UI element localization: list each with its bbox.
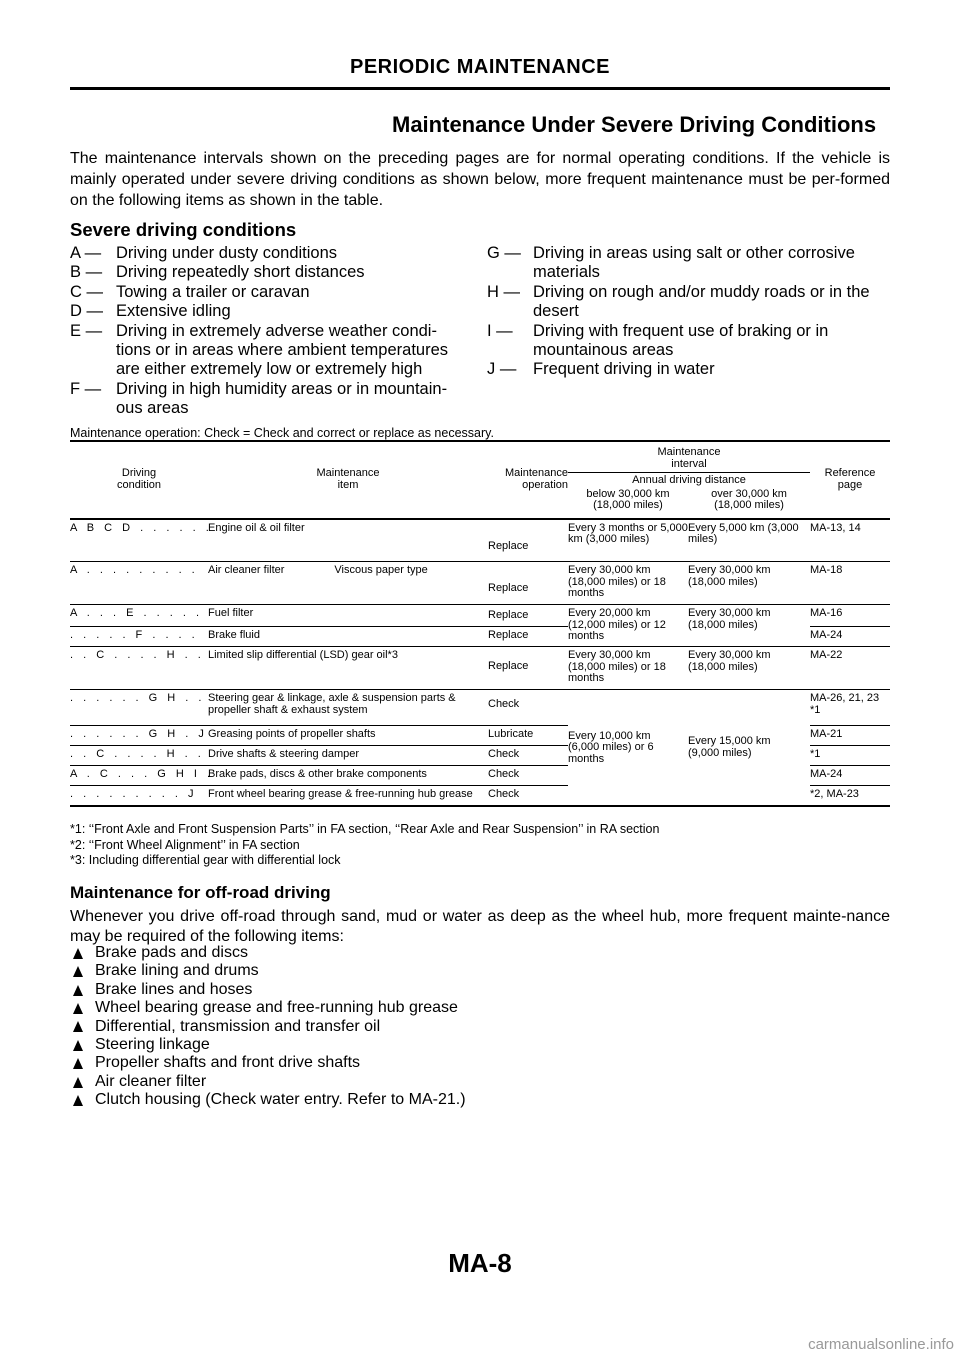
row-reference: *1 — [810, 748, 821, 760]
header-driving-condition: Driving condition — [70, 441, 208, 519]
row-operation: Check — [488, 748, 520, 760]
row-condition: A . C . . . G H I . — [70, 768, 214, 780]
row-item: Steering gear & linkage, axle & suspension parts & propeller shaft & exhaust system — [208, 692, 456, 716]
row-item: Fuel filter — [208, 607, 254, 619]
row-interval-below: Every 30,000 km (18,000 miles) or 18 months — [568, 564, 666, 599]
row-interval-below: Every 30,000 km (18,000 miles) or 18 months — [568, 649, 666, 684]
intro-paragraph: The maintenance intervals shown on the preceding pages are for normal operating conditions. If the vehicle is mainly operated under severe driving conditions as shown below, more frequent maintenance must be per-formed on the following items as shown in the table. — [70, 150, 890, 209]
condition-item — [487, 244, 890, 283]
page-number: MA-8 — [448, 1248, 512, 1278]
row-item: Engine oil & oil filter — [208, 521, 305, 534]
list-item — [70, 1091, 466, 1109]
list-item — [70, 944, 466, 962]
condition-item — [70, 380, 460, 419]
list-item-text: Propeller shafts and front drive shafts — [95, 1054, 361, 1072]
condition-item — [487, 360, 890, 379]
row-interval-over — [688, 690, 810, 806]
header-rule — [70, 87, 890, 90]
merged-interval-over: Every 15,000 km (9,000 miles) — [688, 735, 771, 759]
row-interval-over: Every 30,000 km (18,000 miles) — [688, 649, 771, 673]
severe-conditions-title: Severe driving conditions — [70, 219, 297, 240]
condition-text: Driving on rough and/or muddy roads or in the desert — [533, 282, 870, 321]
list-item — [70, 1073, 466, 1091]
condition-text: Driving with frequent use of braking or in mountainous areas — [533, 321, 829, 360]
triangle-bullet-icon — [73, 1003, 83, 1014]
triangle-bullet-icon — [73, 1077, 83, 1088]
list-item — [70, 1018, 466, 1036]
row-condition: . . . . . . G H . J — [70, 728, 208, 740]
row-interval-over: Every 30,000 km (18,000 miles) — [688, 607, 771, 631]
condition-item — [70, 322, 460, 380]
list-item — [70, 999, 466, 1017]
triangle-bullet-icon — [73, 1058, 83, 1069]
footnote: *2: ‘‘Front Wheel Alignment’’ in FA section — [70, 837, 300, 852]
condition-key: I — — [487, 321, 513, 340]
triangle-bullet-icon — [73, 1095, 83, 1106]
row-reference: MA-21 — [810, 728, 843, 740]
list-item — [70, 1036, 466, 1054]
list-item-text: Brake lines and hoses — [95, 980, 253, 998]
triangle-bullet-icon — [73, 948, 83, 959]
row-reference: MA-16 — [810, 607, 843, 619]
offroad-title: Maintenance for off-road driving — [70, 883, 331, 902]
row-reference: MA-24 — [810, 629, 843, 641]
row-operation: Replace — [488, 539, 529, 552]
row-reference: MA-18 — [810, 564, 843, 576]
header-over-30000: over 30,000 km (18,000 miles) — [711, 487, 787, 511]
list-item — [70, 981, 466, 999]
list-item-text: Differential, transmission and transfer oil — [95, 1017, 381, 1035]
row-operation: Replace — [488, 660, 529, 672]
table-row — [70, 647, 890, 690]
row-reference: *2, MA-23 — [810, 788, 859, 800]
row-condition: . . . . . . . . . J — [70, 788, 198, 800]
row-interval-below: Every 20,000 km (12,000 miles) or 12 months — [568, 607, 666, 642]
row-item: Brake fluid — [208, 629, 260, 641]
row-operation: Lubricate — [488, 728, 534, 740]
offroad-list — [70, 944, 466, 1110]
row-condition: A . . . . . . . . . — [70, 564, 199, 576]
condition-text: Driving under dusty conditions — [116, 244, 338, 262]
list-item-text: Air cleaner filter — [95, 1072, 207, 1090]
table-row — [70, 519, 890, 562]
row-reference: MA-26, 21, 23 *1 — [810, 692, 880, 716]
list-item-text: Wheel bearing grease and free-running hub grease — [95, 999, 458, 1017]
row-reference: MA-22 — [810, 649, 843, 661]
condition-text: Driving repeatedly short distances — [116, 263, 365, 282]
condition-item — [487, 322, 890, 361]
condition-text: Frequent driving in water — [533, 360, 715, 379]
condition-key: G — — [487, 244, 521, 262]
condition-item — [70, 283, 460, 302]
footnote: *3: Including differential gear with differential lock — [70, 853, 341, 867]
row-condition: . . . . . . G H . . — [70, 692, 205, 704]
row-item: Greasing points of propeller shafts — [208, 728, 376, 740]
section-title: Maintenance Under Severe Driving Conditions — [392, 112, 877, 137]
footnote: *1: ‘‘Front Axle and Front Suspension Parts’’ in FA section, ‘‘Rear Axle and Rear Suspension’’ in RA section — [70, 822, 660, 836]
condition-key: A — — [70, 244, 102, 262]
condition-key: J — — [487, 360, 517, 379]
list-item-text: Clutch housing (Check water entry. Refer to MA-21.) — [95, 1091, 466, 1109]
row-operation: Replace — [488, 609, 529, 621]
row-item: Front wheel bearing grease & free-running hub grease — [208, 788, 473, 800]
header-maintenance-interval: Maintenance interval — [568, 441, 810, 473]
row-operation: Replace — [488, 582, 529, 595]
row-item: Drive shafts & steering damper — [208, 748, 360, 760]
condition-key: F — — [70, 379, 102, 398]
row-condition: A B C D . . . . . . — [70, 521, 213, 534]
condition-text: Driving in high humidity areas or in mountain-ous areas — [116, 379, 448, 418]
table-note: Maintenance operation: Check = Check and correct or replace as necessary. — [70, 426, 494, 440]
row-interval-over: Every 30,000 km (18,000 miles) — [688, 564, 771, 588]
condition-item — [70, 302, 460, 321]
table-row — [70, 605, 890, 627]
row-interval-over: Every 5,000 km (3,000 miles) — [688, 521, 799, 545]
header-reference-page: Reference page — [810, 441, 890, 519]
page-header-title: PERIODIC MAINTENANCE — [349, 56, 610, 78]
footnotes — [70, 822, 659, 869]
row-condition: . . . . . F . . . . — [70, 629, 199, 641]
row-operation: Check — [488, 768, 520, 780]
row-interval-below: Every 3 months or 5,000 km (3,000 miles) — [568, 521, 688, 545]
condition-key: B — — [70, 263, 103, 282]
row-condition: . . C . . . . H . . — [70, 649, 205, 661]
row-item — [208, 562, 488, 605]
offroad-intro: Whenever you drive off-road through sand, mud or water as deep as the wheel hub, more frequent mainte-nance may be required of the following items: — [70, 908, 890, 945]
table-row — [70, 562, 890, 605]
condition-text: Towing a trailer or caravan — [116, 282, 310, 301]
list-item-text: Brake pads and discs — [95, 944, 248, 961]
row-operation: Check — [488, 698, 520, 710]
triangle-bullet-icon — [73, 1021, 83, 1032]
condition-key: D — — [70, 302, 103, 321]
triangle-bullet-icon — [73, 985, 83, 996]
row-condition: . . C . . . . H . . — [70, 748, 205, 760]
row-item: Brake pads, discs & other brake components — [208, 768, 427, 780]
row-condition: A . . . E . . . . . — [70, 607, 203, 619]
row-item-type: Viscous paper type — [334, 564, 428, 576]
header-maintenance-operation: Maintenance operation — [488, 441, 568, 519]
row-operation: Replace — [488, 629, 529, 641]
condition-key: H — — [487, 282, 520, 301]
condition-text: Driving in areas using salt or other corrosive materials — [533, 244, 855, 282]
row-reference: MA-24 — [810, 768, 843, 780]
conditions-right-list — [487, 244, 890, 380]
list-item — [70, 962, 466, 980]
condition-item — [487, 283, 890, 322]
row-reference: MA-13, 14 — [810, 521, 861, 534]
header-maintenance-item: Maintenance item — [208, 441, 488, 519]
condition-item — [70, 244, 460, 263]
watermark: carmanualsonline.info — [808, 1336, 954, 1353]
table-row — [70, 690, 890, 726]
list-item-text: Brake lining and drums — [95, 962, 259, 980]
conditions-left-list — [70, 244, 460, 419]
condition-text: Driving in extremely adverse weather condi-tions or in areas where ambient temperatures are either extremely low or extremely high — [116, 321, 448, 379]
condition-key: E — — [70, 321, 103, 340]
row-item: Limited slip differential (LSD) gear oil*3 — [208, 649, 398, 661]
maintenance-table — [70, 440, 890, 807]
list-item-text: Steering linkage — [95, 1036, 210, 1054]
row-operation: Check — [488, 788, 520, 800]
list-item — [70, 1054, 466, 1072]
merged-interval-below: Every 10,000 km (6,000 miles) or 6 months — [568, 729, 654, 765]
row-interval-below — [568, 690, 688, 806]
condition-item — [70, 263, 460, 282]
row-item-name: Air cleaner filter — [208, 564, 285, 576]
triangle-bullet-icon — [73, 966, 83, 977]
condition-key: C — — [70, 282, 103, 301]
header-below-30000: below 30,000 km (18,000 miles) — [586, 487, 670, 511]
condition-text: Extensive idling — [116, 302, 231, 321]
triangle-bullet-icon — [73, 1040, 83, 1051]
header-annual-distance: Annual driving distance — [632, 474, 746, 486]
